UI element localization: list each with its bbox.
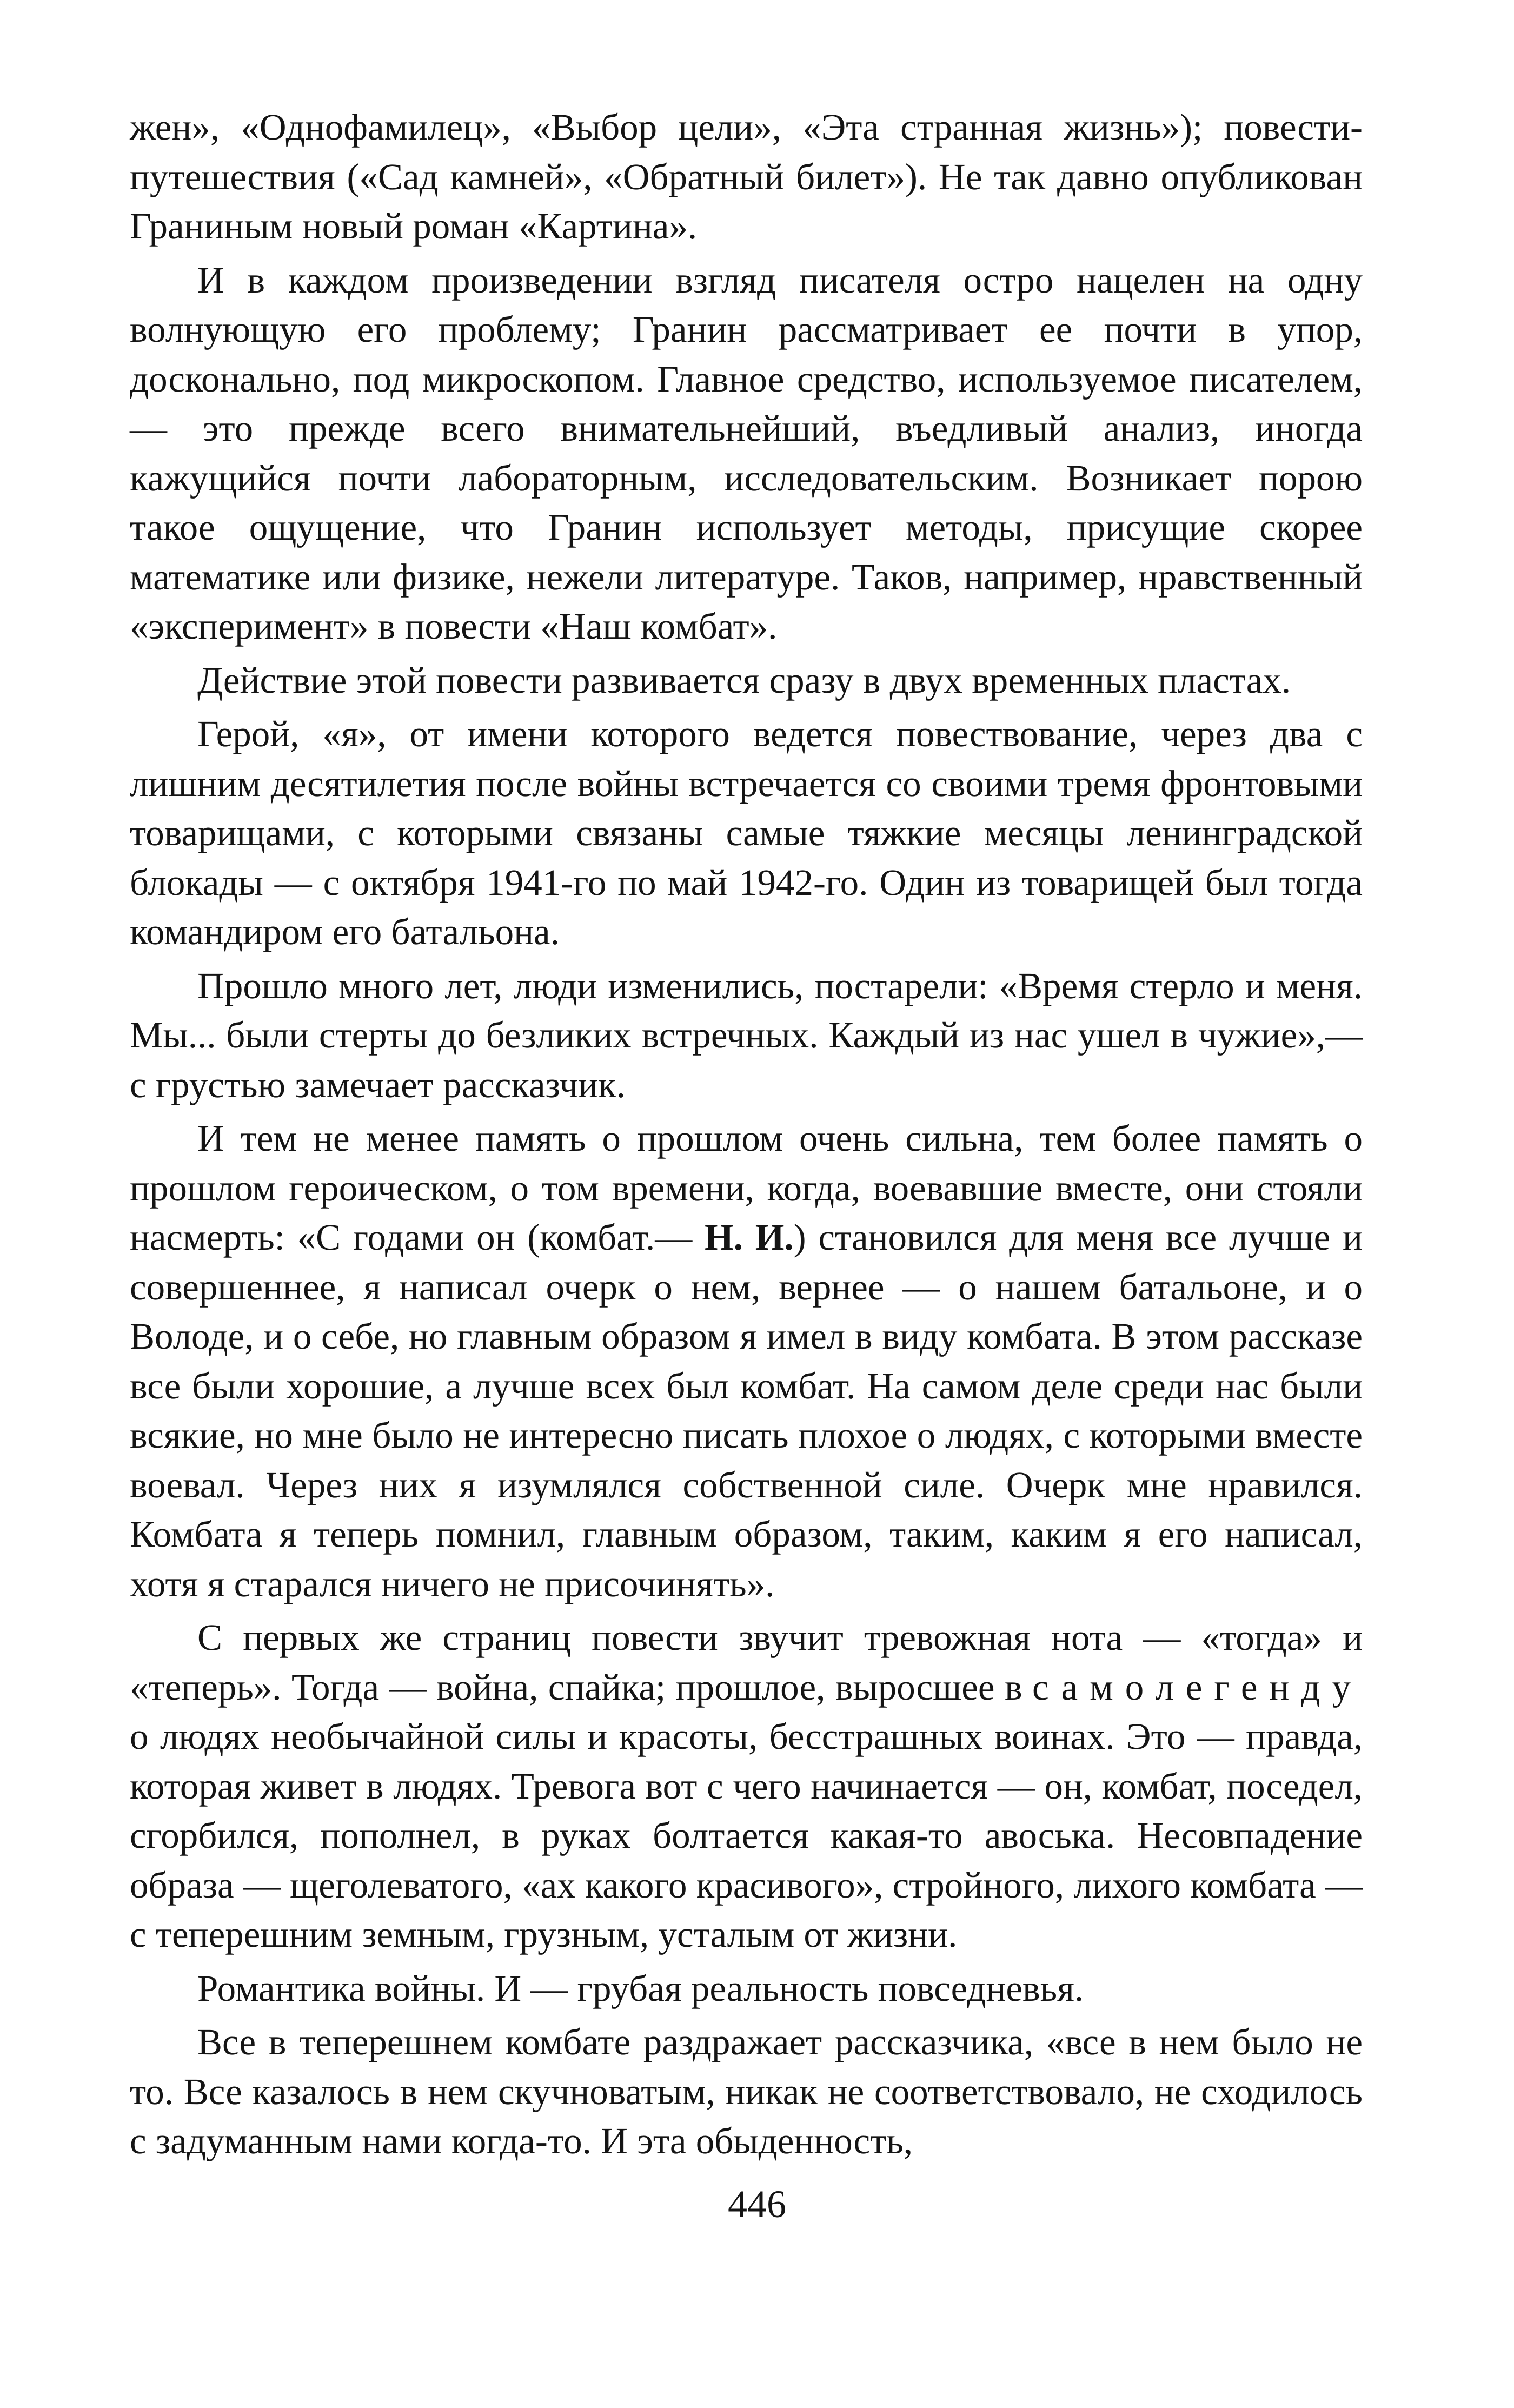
paragraph-memory-text-before: И тем не менее память о прошлом очень сильна, тем более память о прошлом героическом, о том времени, когда, воевавшие вместе, они стояли насмерть: «С годами он (комбат.— <box>130 1118 1363 1258</box>
book-page <box>130 103 1363 2320</box>
page-number: 446 <box>728 2183 786 2226</box>
paragraph-hero-meeting: Герой, «я», от имени которого ведется повествование, через два с лишним десятилетия после войны встречается со своими тремя фронтовыми товарищами, с которыми связаны самые тяжкие месяцы ленинградской блокады — с октября 1941-го по май 1942-го. Один из товарищей был тогда командиром его батальона. <box>130 713 1363 952</box>
paragraph-alarming-text-before: С первых же страниц повести звучит тревожная нота — «тогда» и «теперь». Тогда — война, спайка; прошлое, выросшее в <box>130 1617 1363 1708</box>
paragraph-romance-of-war: Романтика войны. И — грубая реальность повседневья. <box>197 1967 1084 2009</box>
editor-initials: Н. И. <box>705 1217 794 1258</box>
paragraph-memory-of-past <box>130 1114 1363 1609</box>
paragraph-memory-text-after: ) становился для меня все лучше и совершеннее, я написал очерк о нем, вернее — о нашем батальоне, и о Володе, и о себе, но главным образом я имел в виду комбата. В этом рассказе все были хорошие, а лучше всех был комбат. На самом деле среди нас были всякие, но мне было не интересно писать плохое о людях, с которыми вместе воевал. Через них я изумлялся собственной силе. Очерк мне нравился. Комбата я теперь помнил, главным образом, таким, каким я его написал, хотя я старался ничего не присочинять». <box>130 1217 1363 1604</box>
spaced-emphasis-word: самолегенду <box>1032 1666 1363 1708</box>
paragraph-two-time-layers: Действие этой повести развивается сразу в двух временных пластах. <box>197 659 1291 701</box>
paragraph-granin-method: И в каждом произведении взгляд писателя остро нацелен на одну волнующую его проблему; Гранин рассматривает ее почти в упор, досконально, под микроскопом. Главное средство, используемое писателем,— это прежде всего внимательнейший, въедливый анализ, иногда кажущийся почти лабораторным, исследовательским. Возникает порою такое ощущение, что Гранин использует методы, присущие скорее математике или физике, нежели литературе. Таков, например, нравственный «эксперимент» в повести «Наш комбат». <box>130 259 1363 647</box>
paragraph-years-passed: Прошло много лет, люди изменились, постарели: «Время стерло и меня. Мы... были стерты до безликих встречных. Каждый из нас ушел в чужие»,— с грустью замечает рассказчик. <box>130 965 1363 1105</box>
paragraph-everything-irritates: Все в теперешнем комбате раздражает рассказчика, «все в нем было не то. Все казалось в нем скучноватым, никак не соответствовало, не сходилось с задуманным нами когда-то. И эта обыденность, <box>130 2021 1363 2161</box>
paragraph-alarming-note <box>130 1613 1363 1960</box>
paragraph-continuation: жен», «Однофамилец», «Выбор цели», «Эта странная жизнь»); повести-путешествия («Сад камней», «Обратный билет»). Не так давно опубликован Граниным новый роман «Картина». <box>130 107 1363 247</box>
paragraph-alarming-text-after: о людях необычайной силы и красоты, бесстрашных воинах. Это — правда, которая живет в людях. Тревога вот с чего начинается — он, комбат, поседел, сгорбился, пополнел, в руках болтается какая-то авоська. Несовпадение образа — щеголеватого, «ах какого красивого», стройного, лихого комбата — с теперешним земным, грузным, усталым от жизни. <box>130 1716 1363 1955</box>
